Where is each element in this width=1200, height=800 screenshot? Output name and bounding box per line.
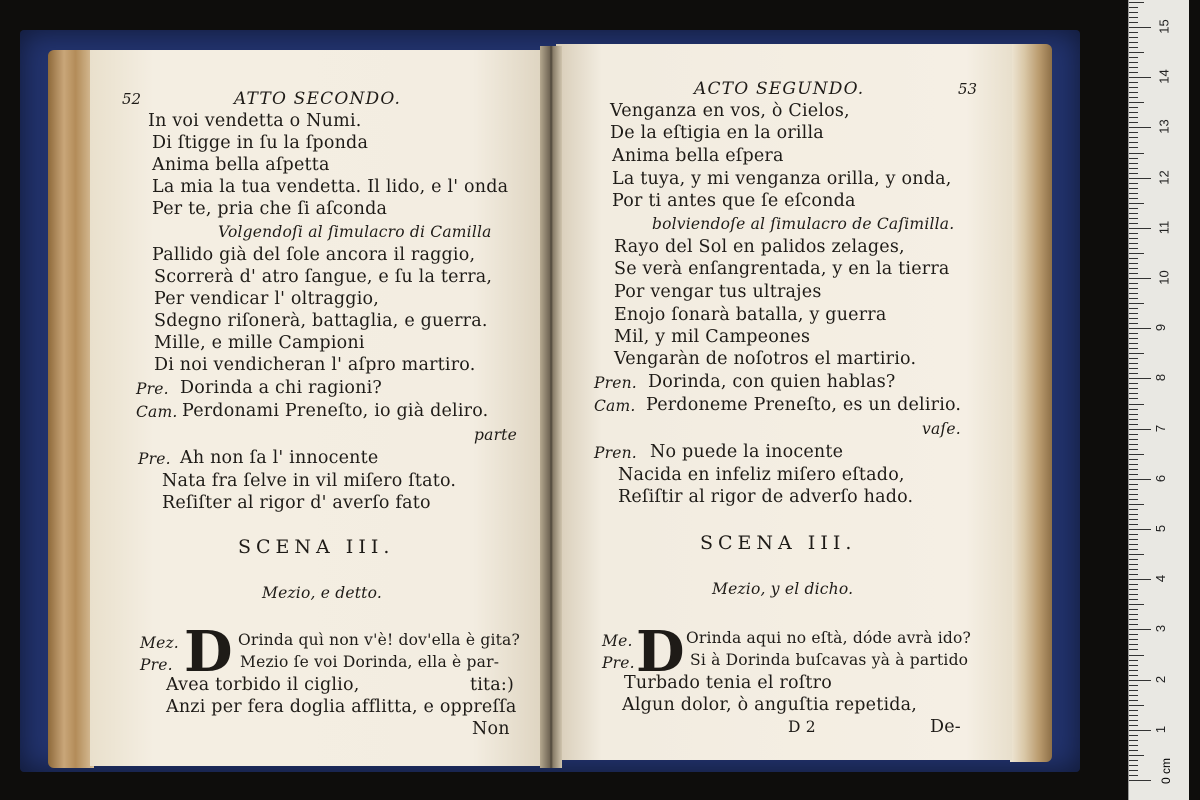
ruler-number: 7 — [1153, 424, 1169, 432]
text-line: Reſiſter al rigor d' averſo fato — [162, 493, 431, 513]
text-line: Algun dolor, ò anguſtia repetida, — [622, 695, 918, 715]
ruler-tick — [1129, 660, 1138, 661]
ruler-tick — [1129, 735, 1138, 736]
ruler-tick — [1129, 323, 1138, 324]
ruler-tick — [1129, 439, 1138, 440]
ruler-tick — [1129, 479, 1151, 480]
text-line: Turbado tenia el roſtro — [624, 673, 832, 693]
ruler-number: 10 — [1156, 270, 1172, 285]
ruler-number: 1 — [1153, 725, 1169, 733]
ruler-tick — [1129, 42, 1138, 43]
ruler-tick — [1129, 534, 1138, 535]
ruler-tick — [1129, 213, 1138, 214]
ruler-tick — [1129, 87, 1138, 88]
dialogue-text: Orinda aqui no eſtà, dóde avrà ido? — [686, 629, 972, 647]
ruler-number: 4 — [1153, 575, 1169, 583]
ruler-tick — [1129, 163, 1138, 164]
text-line: De la eſtigia en la orilla — [610, 123, 824, 143]
ruler-tick — [1129, 308, 1138, 309]
ruler-tick — [1129, 705, 1144, 706]
text-line: Pallido già del ſole ancora il raggio, — [152, 245, 476, 265]
text-line: Di noi vendicheran l' aſpro martiro. — [154, 355, 476, 375]
left-page-number: 52 — [122, 90, 142, 108]
text-line: Di ſtigge in ſu la ſponda — [152, 133, 369, 153]
ruler-tick — [1129, 183, 1138, 184]
ruler-tick — [1129, 629, 1151, 630]
ruler-tick — [1129, 193, 1138, 194]
ruler-tick — [1129, 745, 1138, 746]
left-page — [90, 50, 546, 766]
ruler-tick — [1129, 665, 1138, 666]
ruler-tick — [1129, 670, 1138, 671]
scene-cast: Mezio, e detto. — [262, 584, 382, 602]
dialogue-text: Si à Dorinda buſcavas yà à partido — [690, 651, 969, 669]
ruler-tick — [1129, 404, 1144, 405]
drop-cap: D — [184, 619, 233, 685]
stage-direction: bolviendoſe al ſimulacro de Caſimilla. — [652, 215, 955, 233]
signature-mark: D 2 — [788, 718, 816, 736]
text-line: Anzi per fera doglia afflitta, e oppreſſa — [166, 697, 517, 717]
ruler-number: 15 — [1156, 19, 1172, 34]
ruler-tick — [1129, 434, 1138, 435]
ruler-tick — [1129, 529, 1151, 530]
ruler-tick — [1129, 680, 1151, 681]
ruler-tick — [1129, 424, 1138, 425]
ruler-tick — [1129, 92, 1138, 93]
ruler-tick — [1129, 248, 1138, 249]
ruler-tick — [1129, 599, 1138, 600]
ruler-tick — [1129, 398, 1138, 399]
ruler-tick — [1129, 765, 1138, 766]
ruler-tick — [1129, 504, 1144, 505]
text-line: Anima bella aſpetta — [152, 155, 330, 175]
ruler-tick — [1129, 328, 1151, 329]
ruler-tick — [1129, 107, 1138, 108]
ruler-tick — [1129, 318, 1138, 319]
text-line: Por vengar tus ultrajes — [614, 282, 822, 302]
dialogue-text: Perdonami Preneſto, io già deliro. — [182, 401, 489, 421]
ruler-tick — [1129, 594, 1138, 595]
scene-cast: Mezio, y el dicho. — [712, 580, 854, 598]
ruler-tick — [1129, 253, 1144, 254]
ruler-tick — [1129, 122, 1138, 123]
text-line: Enojo ſonarà batalla, y guerra — [614, 305, 887, 325]
ruler-tick — [1129, 173, 1138, 174]
ruler-tick — [1129, 178, 1151, 179]
ruler-tick — [1129, 649, 1138, 650]
ruler-tick — [1129, 102, 1144, 103]
ruler-tick — [1129, 509, 1138, 510]
ruler-tick — [1129, 464, 1138, 465]
text-line: La tuya, y mi venganza orilla, y onda, — [612, 169, 952, 189]
drop-cap: D — [636, 619, 685, 685]
ruler-tick — [1129, 419, 1138, 420]
scene-title: SCENA III. — [238, 536, 395, 558]
ruler-tick — [1129, 348, 1138, 349]
ruler-tick — [1129, 414, 1138, 415]
ruler-tick — [1129, 459, 1138, 460]
ruler-tick — [1129, 7, 1138, 8]
ruler-tick — [1129, 373, 1138, 374]
dialogue-text: Ah non ſa l' innocente — [180, 448, 379, 468]
ruler-tick — [1129, 228, 1151, 229]
ruler-tick — [1129, 559, 1138, 560]
ruler-tick — [1129, 725, 1138, 726]
ruler-tick — [1129, 147, 1138, 148]
ruler-tick — [1129, 644, 1138, 645]
ruler-tick — [1129, 474, 1138, 475]
ruler-tick — [1129, 383, 1138, 384]
scene-title: SCENA III. — [700, 532, 857, 554]
ruler-tick — [1129, 639, 1138, 640]
text-line: Mil, y mil Campeones — [614, 327, 811, 347]
text-line: Per te, pria che ſi aſconda — [152, 199, 388, 219]
ruler-tick — [1129, 449, 1138, 450]
ruler-unit-label: 0 cm — [1159, 757, 1174, 785]
text-line: Nata fra ſelve in vil miſero ſtato. — [162, 471, 457, 491]
ruler-tick — [1129, 243, 1138, 244]
ruler-tick — [1129, 353, 1144, 354]
exit-direction: parte — [474, 426, 517, 444]
ruler-tick — [1129, 158, 1138, 159]
ruler-tick — [1129, 278, 1151, 279]
ruler-tick — [1129, 549, 1138, 550]
ruler-tick — [1129, 153, 1144, 154]
left-running-head: ATTO SECONDO. — [234, 89, 402, 109]
ruler-tick — [1129, 52, 1144, 53]
ruler-tick — [1129, 82, 1138, 83]
text-line: Avea torbido il ciglio, — [166, 675, 360, 695]
ruler-tick — [1129, 62, 1138, 63]
ruler-tick — [1129, 695, 1138, 696]
ruler-number: 14 — [1156, 69, 1172, 84]
measuring-ruler — [1128, 0, 1189, 800]
ruler-tick — [1129, 338, 1138, 339]
speaker-label: Cam. — [136, 403, 178, 421]
ruler-tick — [1129, 484, 1138, 485]
ruler-number: 8 — [1153, 374, 1169, 382]
text-line: In voi vendetta o Numi. — [148, 111, 362, 131]
text-line: Rayo del Sol en palidos zelages, — [614, 237, 905, 257]
ruler-tick — [1129, 2, 1144, 3]
text-line: Reſiſtir al rigor de adverſo hado. — [618, 487, 914, 507]
ruler-number: 11 — [1156, 220, 1172, 235]
text-line: Nacida en infeliz miſero eſtado, — [618, 465, 905, 485]
ruler-tick — [1129, 499, 1138, 500]
ruler-number: 12 — [1156, 169, 1172, 185]
text-line: Mille, e mille Campioni — [154, 333, 365, 353]
left-page-edges — [48, 50, 94, 768]
ruler-tick — [1129, 444, 1138, 445]
ruler-number: 9 — [1153, 324, 1169, 332]
text-line: Scorrerà d' atro ſangue, e ſu la terra, — [154, 267, 493, 287]
ruler-tick — [1129, 614, 1138, 615]
ruler-tick — [1129, 469, 1138, 470]
ruler-tick — [1129, 27, 1151, 28]
ruler-tick — [1129, 368, 1138, 369]
ruler-tick — [1129, 188, 1138, 189]
ruler-tick — [1129, 223, 1138, 224]
ruler-tick — [1129, 574, 1138, 575]
ruler-tick — [1129, 333, 1138, 334]
ruler-tick — [1129, 700, 1138, 701]
ruler-tick — [1129, 97, 1138, 98]
dialogue-text: Perdoneme Preneſto, es un delirio. — [646, 395, 962, 415]
ruler-tick — [1129, 780, 1151, 781]
ruler-tick — [1129, 313, 1138, 314]
speaker-label: Pre. — [140, 656, 173, 674]
ruler-tick — [1129, 203, 1144, 204]
dialogue-text: Orinda quì non v'è! dov'ella è gita? — [238, 631, 520, 649]
ruler-tick — [1129, 519, 1138, 520]
right-page-number: 53 — [958, 80, 978, 98]
ruler-tick — [1129, 544, 1138, 545]
ruler-tick — [1129, 298, 1138, 299]
ruler-tick — [1129, 554, 1144, 555]
ruler-tick — [1129, 393, 1138, 394]
catchword: De- — [930, 717, 961, 737]
ruler-tick — [1129, 539, 1138, 540]
ruler-tick — [1129, 514, 1138, 515]
ruler-tick — [1129, 388, 1138, 389]
ruler-number: 5 — [1153, 524, 1169, 533]
ruler-tick — [1129, 132, 1138, 133]
ruler-tick — [1129, 47, 1138, 48]
ruler-tick — [1129, 273, 1138, 274]
ruler-tick — [1129, 258, 1138, 259]
ruler-tick — [1129, 409, 1138, 410]
dialogue-text: No puede la inocente — [650, 442, 844, 462]
ruler-tick — [1129, 137, 1138, 138]
ruler-tick — [1129, 750, 1138, 751]
ruler-tick — [1129, 429, 1151, 430]
catchword: Non — [472, 719, 510, 739]
ruler-tick — [1129, 233, 1138, 234]
speaker-label: Pre. — [136, 380, 169, 398]
text-line: Se verà enſangrentada, y en la tierra — [614, 259, 950, 279]
speaker-label: Pren. — [594, 374, 637, 392]
stage-direction: Volgendoſi al ſimulacro di Camilla — [218, 223, 492, 241]
text-line: Per vendicar l' oltraggio, — [154, 289, 379, 309]
ruler-tick — [1129, 168, 1138, 169]
speaker-label: Pre. — [602, 654, 635, 672]
ruler-tick — [1129, 589, 1138, 590]
ruler-tick — [1129, 358, 1138, 359]
ruler-number: 3 — [1153, 625, 1169, 633]
ruler-tick — [1129, 343, 1138, 344]
ruler-tick — [1129, 685, 1138, 686]
ruler-tick — [1129, 263, 1138, 264]
ruler-tick — [1129, 524, 1138, 525]
dialogue-text: Dorinda, con quien hablas? — [648, 372, 896, 392]
ruler-tick — [1129, 12, 1138, 13]
ruler-tick — [1129, 238, 1138, 239]
ruler-tick — [1129, 569, 1138, 570]
ruler-tick — [1129, 17, 1138, 18]
ruler-tick — [1129, 127, 1151, 128]
speaker-label: Pren. — [594, 444, 637, 462]
speaker-label: Pre. — [138, 450, 171, 468]
ruler-tick — [1129, 268, 1138, 269]
ruler-tick — [1129, 489, 1138, 490]
ruler-number: 6 — [1153, 474, 1169, 482]
ruler-tick — [1129, 303, 1144, 304]
ruler-tick — [1129, 655, 1144, 656]
ruler-tick — [1129, 37, 1138, 38]
ruler-tick — [1129, 208, 1138, 209]
ruler-tick — [1129, 564, 1138, 565]
ruler-tick — [1129, 609, 1138, 610]
ruler-tick — [1129, 760, 1138, 761]
ruler-tick — [1129, 770, 1138, 771]
text-line: Vengaràn de noſotros el martirio. — [614, 349, 917, 369]
ruler-tick — [1129, 142, 1138, 143]
ruler-tick — [1129, 363, 1138, 364]
text-line: Venganza en vos, ò Cielos, — [610, 101, 850, 121]
exit-direction: vaſe. — [922, 420, 961, 438]
right-page-edges — [1010, 44, 1052, 762]
speaker-label: Cam. — [594, 397, 636, 415]
ruler-tick — [1129, 218, 1138, 219]
ruler-tick — [1129, 675, 1138, 676]
ruler-tick — [1129, 57, 1138, 58]
ruler-tick — [1129, 775, 1138, 776]
text-line: Por ti antes que ſe eſconda — [612, 191, 856, 211]
ruler-tick — [1129, 198, 1138, 199]
ruler-tick — [1129, 624, 1138, 625]
book-gutter — [540, 46, 562, 768]
right-running-head: ACTO SEGUNDO. — [694, 79, 865, 99]
ruler-tick — [1129, 579, 1151, 580]
ruler-tick — [1129, 283, 1138, 284]
text-line: La mia la tua vendetta. Il lido, e l' onda — [152, 177, 509, 197]
hyphen-continuation: tita:) — [470, 675, 515, 695]
speaker-label: Me. — [602, 632, 633, 650]
right-page — [556, 44, 1012, 760]
ruler-tick — [1129, 710, 1138, 711]
ruler-tick — [1129, 619, 1138, 620]
ruler-tick — [1129, 740, 1138, 741]
ruler-tick — [1129, 715, 1138, 716]
ruler-tick — [1129, 720, 1138, 721]
ruler-number: 2 — [1153, 675, 1169, 683]
ruler-tick — [1129, 117, 1138, 118]
ruler-tick — [1129, 604, 1144, 605]
ruler-tick — [1129, 730, 1151, 731]
dialogue-text: Mezio ſe voi Dorinda, ella è par- — [240, 653, 500, 671]
ruler-tick — [1129, 454, 1144, 455]
ruler-tick — [1129, 690, 1138, 691]
ruler-tick — [1129, 32, 1138, 33]
ruler-tick — [1129, 755, 1144, 756]
speaker-label: Mez. — [140, 634, 179, 652]
ruler-tick — [1129, 22, 1138, 23]
ruler-tick — [1129, 634, 1138, 635]
text-line: Anima bella eſpera — [612, 146, 784, 166]
ruler-tick — [1129, 67, 1138, 68]
ruler-tick — [1129, 378, 1151, 379]
text-line: Sdegno riſonerà, battaglia, e guerra. — [154, 311, 488, 331]
ruler-tick — [1129, 77, 1151, 78]
ruler-tick — [1129, 72, 1138, 73]
ruler-tick — [1129, 494, 1138, 495]
ruler-tick — [1129, 288, 1138, 289]
ruler-tick — [1129, 112, 1138, 113]
ruler-number: 13 — [1156, 119, 1172, 135]
ruler-tick — [1129, 584, 1138, 585]
ruler-tick — [1129, 293, 1138, 294]
dialogue-text: Dorinda a chi ragioni? — [180, 378, 383, 398]
